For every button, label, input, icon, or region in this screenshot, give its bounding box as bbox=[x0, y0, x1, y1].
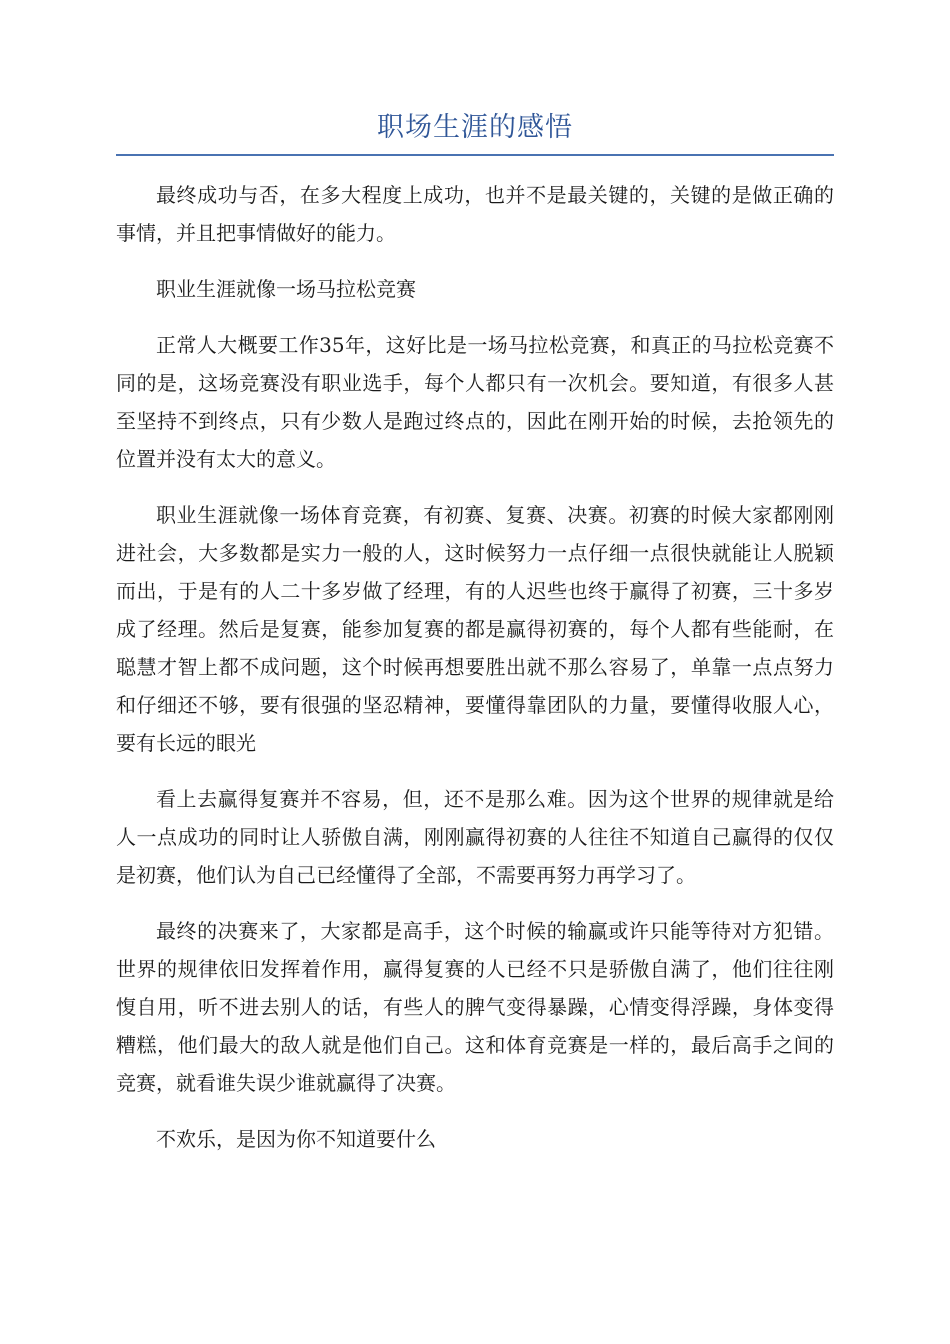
section-heading: 不欢乐，是因为你不知道要什么 bbox=[156, 1127, 436, 1151]
paragraph: 职业生涯就像一场体育竞赛，有初赛、复赛、决赛。初赛的时候大家都刚刚进社会，大多数都是实力一般的人，这时候努力一点仔细一点很快就能让人脱颖而出，于是有的人二十多岁做了经理，有的人迟些也终于赢得了初赛，三十多岁成了经理。然后是复赛，能参加复赛的都是赢得初赛的，每个人都有些能耐，在聪慧才智上都不成问题，这个时候再想要胜出就不那么容易了，单靠一点点努力和仔细还不够，要有很强的坚忍精神，要懂得靠团队的力量，要懂得收服人心，要有长远的眼光 bbox=[116, 503, 834, 755]
section-heading: 职业生涯就像一场马拉松竞赛 bbox=[156, 277, 416, 301]
document-page bbox=[116, 108, 834, 1176]
paragraph: 正常人大概要工作35年，这好比是一场马拉松竞赛，和真正的马拉松竞赛不同的是，这场竞赛没有职业选手，每个人都只有一次机会。要知道，有很多人甚至坚持不到终点，只有少数人是跑过终点的，因此在刚开始的时候，去抢领先的位置并没有太大的意义。 bbox=[116, 333, 834, 471]
paragraph: 看上去赢得复赛并不容易，但，还不是那么难。因为这个世界的规律就是给人一点成功的同时让人骄傲自满，刚刚赢得初赛的人往往不知道自己赢得的仅仅是初赛，他们认为自己已经懂得了全部，不需要再努力再学习了。 bbox=[116, 787, 834, 887]
paragraph: 最终的决赛来了，大家都是高手，这个时候的输赢或许只能等待对方犯错。世界的规律依旧发挥着作用，赢得复赛的人已经不只是骄傲自满了，他们往往刚愎自用，听不进去别人的话，有些人的脾气变得暴躁，心情变得浮躁，身体变得糟糕，他们最大的敌人就是他们自己。这和体育竞赛是一样的，最后高手之间的竞赛，就看谁失误少谁就赢得了决赛。 bbox=[116, 919, 834, 1095]
paragraph: 最终成功与否，在多大程度上成功，也并不是最关键的，关键的是做正确的事情，并且把事情做好的能力。 bbox=[116, 183, 834, 245]
document-title: 职场生涯的感悟 bbox=[116, 108, 834, 156]
